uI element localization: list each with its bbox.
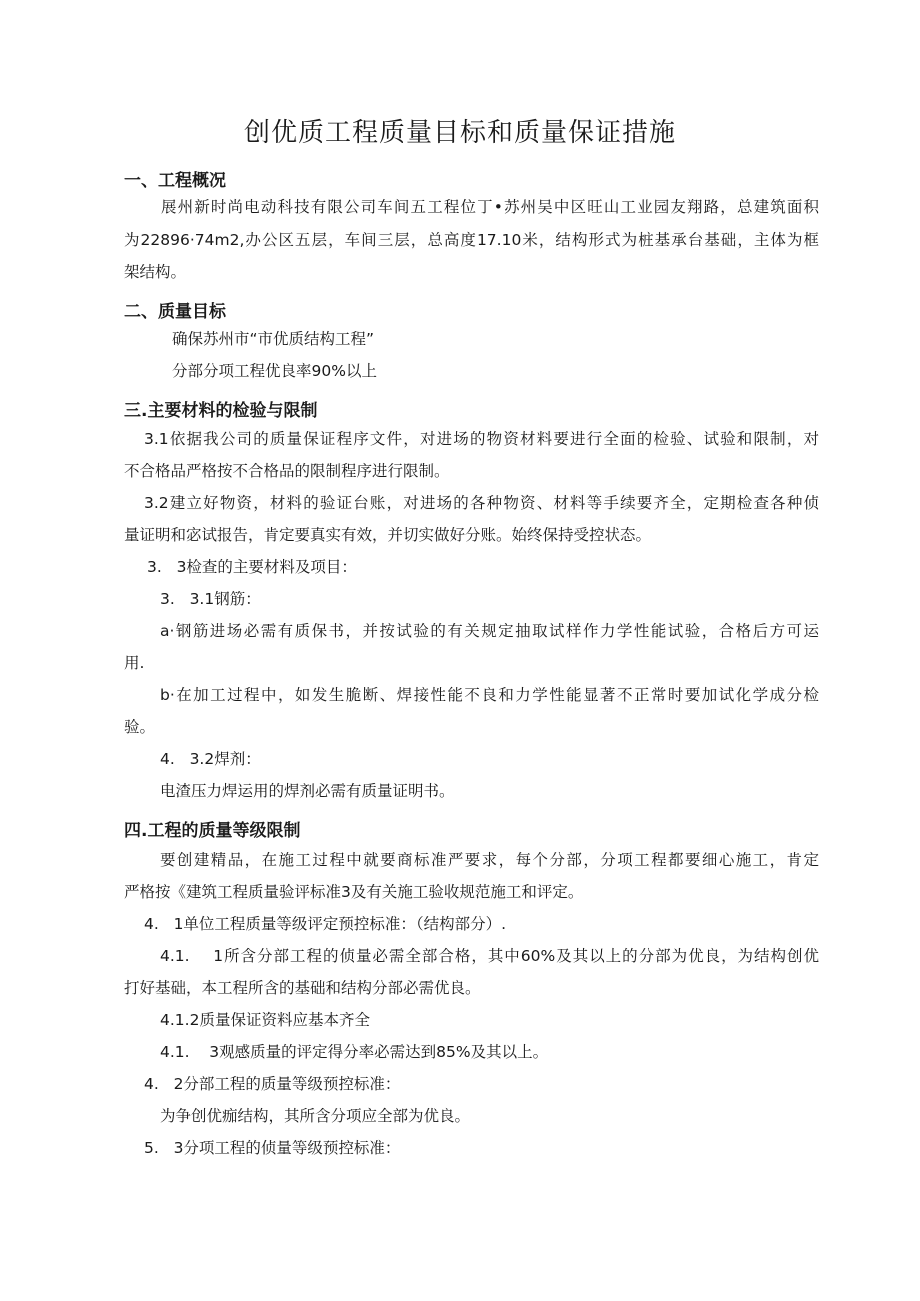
paragraph-line: 4.1. 3观感质量的评定得分率必需达到85%及其以上。 [160,1043,549,1061]
paragraph-line: 不合格品严格按不合格品的限制程序进行限制。 [124,462,450,480]
paragraph-line: 展州新时尚电动科技有限公司车间五工程位丁•苏州吴中区旺山工业园友翔路，总建筑面积 [161,198,819,216]
paragraph-line: 3.1依据我公司的质量保证程序文件，对进场的物资材料要进行全面的检验、试验和限制，对 [144,430,819,448]
paragraph-line: 4.1. 1所含分部工程的侦量必需全部合格，其中60%及其以上的分部为优良，为结构创优 [160,947,819,965]
paragraph-line: 4. 2分部工程的质量等级预控标准： [144,1075,401,1093]
paragraph-line: b·在加工过程中，如发生脆断、焊接性能不良和力学性能显著不正常时要加试化学成分检 [160,686,819,704]
document-title: 创优质工程质量目标和质量保证措施 [243,118,676,148]
paragraph-line: 打好基础，本工程所含的基础和结构分部必需优良。 [124,979,481,997]
paragraph-line: 分部分项工程优良率90%以上 [172,362,377,380]
section-heading-quality-grade: 四.工程的质量等级限制 [124,821,301,841]
paragraph-line: a·钢筋进场必需有质保书，并按试验的有关规定抽取试样作力学性能试验，合格后方可运 [160,622,819,640]
section-heading-quality-goal: 二、质量目标 [124,302,226,322]
section-heading-overview: 一、工程概况 [124,171,226,191]
paragraph-line: 4. 1单位工程质量等级评定预控标准：（结构部分）. [144,915,507,933]
paragraph-line: 5. 3分项工程的侦量等级预控标准： [144,1139,401,1157]
paragraph-line: 3. 3.1钢筋： [160,590,261,608]
paragraph-line: 4. 3.2焊剂： [160,750,261,768]
paragraph-line: 架结构。 [124,263,187,281]
paragraph-line: 3.2建立好物资，材料的验证台账，对进场的各种物资、材料等手续要齐全，定期检查各种侦 [144,494,819,512]
paragraph-line: 为争创优痂结构，其所含分项应全部为优良。 [160,1107,471,1125]
paragraph-line: 电渣压力焊运用的焊剂必需有质量证明书。 [160,782,455,800]
paragraph-line: 严格按《建筑工程质量验评标准3及有关施工验收规范施工和评定。 [124,883,584,901]
paragraph-line: 用. [124,654,145,672]
section-heading-materials: 三.主要材料的检验与限制 [124,401,318,421]
paragraph-line: 4.1.2质量保证资料应基本齐全 [160,1011,370,1029]
paragraph-line: 验。 [124,718,156,736]
paragraph-line: 量证明和宓试报告，肯定要真实有效，并切实做好分账。始终保持受控状态。 [124,526,652,544]
paragraph-line: 确保苏州市“市优质结构工程” [172,330,375,348]
paragraph-line: 要创建精品，在施工过程中就要商标准严要求，每个分部，分项工程都要细心施工，肯定 [160,851,819,869]
paragraph-line: 3. 3检查的主要材料及项目： [147,558,357,576]
paragraph-line: 为22896·74m2,办公区五层，车间三层，总高度17.10米，结构形式为桩基承台基础，主体为框 [124,231,819,249]
